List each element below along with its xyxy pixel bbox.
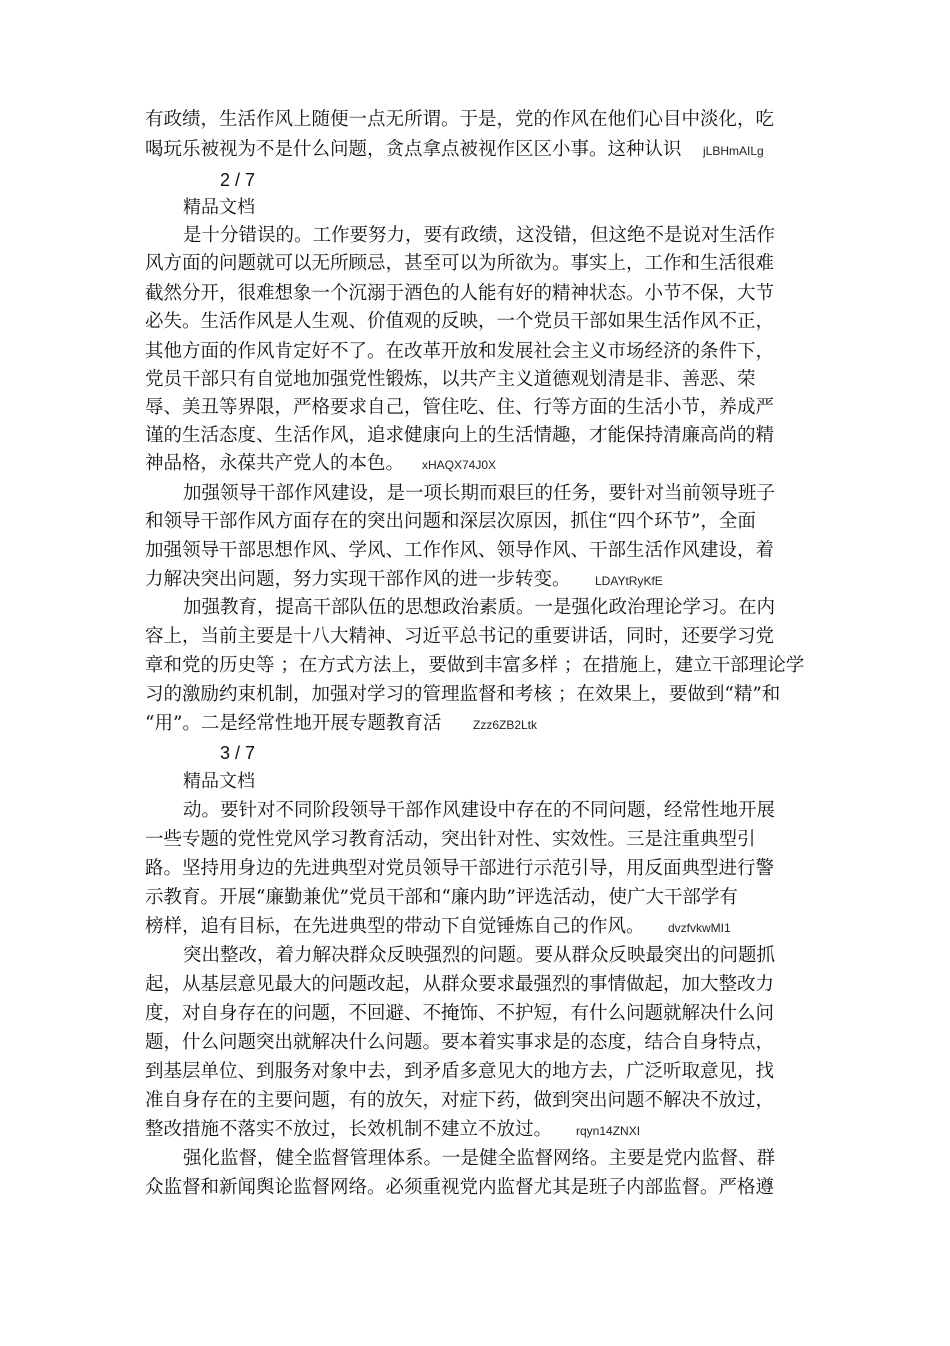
line-text: 众监督和新闻舆论监督网络。必须重视党内监督尤其是班子内部监督。严格遵 [145, 1177, 775, 1198]
text-line [0, 1028, 950, 1058]
line-text: 3 / 7 [220, 743, 256, 763]
line-text: 习的激励约束机制，加强对学习的管理监督和考核 ；在效果上，要做到“精”和 [145, 684, 781, 705]
text-line [0, 651, 950, 681]
text-line [0, 883, 950, 913]
line-text: 党员干部只有自觉地加强党性锻炼，以共产主义道德观划清是非、善恶、荣 [145, 369, 756, 390]
line-text: 容上，当前主要是十八大精神、习近平总书记的重要讲话，同时，还要学习党 [145, 626, 775, 647]
line-text: 喝玩乐被视为不是什么问题，贪点拿点被视作区区小事。这种认识 [145, 139, 682, 160]
text-line [0, 221, 950, 251]
line-text: 强化监督，健全监督管理体系。一是健全监督网络。主要是党内监督、群 [183, 1148, 776, 1169]
text-line [0, 593, 950, 623]
text-line [0, 941, 950, 971]
page-header [0, 767, 950, 797]
line-text: 必失。生活作风是人生观、价值观的反映，一个党员干部如果生活作风不正， [145, 311, 775, 332]
line-text: 动。要针对不同阶段领导干部作风建设中存在的不同问题，经常性地开展 [183, 800, 776, 821]
text-line [0, 1057, 950, 1087]
text-line [0, 365, 950, 395]
line-text: 突出整改，着力解决群众反映强烈的问题。要从群众反映最突出的问题抓 [183, 945, 776, 966]
line-text: 加强教育，提高干部队伍的思想政治素质。一是强化政治理论学习。在内 [183, 597, 776, 618]
text-line [0, 279, 950, 309]
line-text: 整改措施不落实不放过，长效机制不建立不放过。 [145, 1119, 553, 1140]
text-line [0, 680, 950, 710]
text-line [0, 796, 950, 826]
line-text: 力解决突出问题，努力实现干部作风的进一步转变。 [145, 569, 571, 590]
text-line [0, 1115, 950, 1145]
line-text: 辱、美丑等界限，严格要求自己，管住吃、住、行等方面的生活小节，养成严 [145, 397, 775, 418]
line-text: 示教育。开展“廉勤兼优”党员干部和“廉内助”评选活动，使广大干部学有 [145, 887, 738, 908]
text-line [0, 999, 950, 1029]
page-number [0, 165, 950, 195]
watermark-code: jLBHmAILg [703, 144, 764, 158]
line-text: 题，什么问题突出就解决什么问题。要本着实事求是的态度，结合自身特点， [145, 1032, 775, 1053]
watermark-code: Zzz6ZB2Ltk [473, 718, 538, 732]
text-line [0, 1173, 950, 1203]
text-line [0, 536, 950, 566]
line-text: 和领导干部作风方面存在的突出问题和深层次原因，抓住“四个环节”，全面 [145, 511, 756, 532]
line-text: 加强领导干部思想作风、学风、工作作风、领导作风、干部生活作风建设，着 [145, 540, 775, 561]
text-line [0, 105, 950, 135]
page-header [0, 193, 950, 223]
text-line [0, 449, 950, 479]
line-text: 榜样，追有目标，在先进典型的带动下自觉锤炼自己的作风。 [145, 916, 645, 937]
page-number [0, 738, 950, 768]
line-text: 起，从基层意见最大的问题改起，从群众要求最强烈的事情做起，加大整改力 [145, 974, 775, 995]
line-text: 风方面的问题就可以无所顾忌，甚至可以为所欲为。事实上，工作和生活很难 [145, 253, 775, 274]
text-line [0, 912, 950, 942]
line-text: 精品文档 [183, 197, 255, 218]
line-text: “用”。二是经常性地开展专题教育活 [145, 713, 442, 734]
line-text: 度，对自身存在的问题，不回避、不掩饰、不护短，有什么问题就解决什么问 [145, 1003, 775, 1024]
text-line [0, 135, 950, 165]
text-line [0, 307, 950, 337]
line-text: 神品格，永葆共产党人的本色。 [145, 453, 405, 474]
line-text: 其他方面的作风肯定好不了。在改革开放和发展社会主义市场经济的条件下， [145, 341, 775, 362]
watermark-code: xHAQX74J0X [422, 458, 497, 472]
line-text: 精品文档 [183, 771, 255, 792]
text-line [0, 565, 950, 595]
text-line [0, 249, 950, 279]
text-line [0, 709, 950, 739]
text-line [0, 970, 950, 1000]
text-line [0, 421, 950, 451]
line-text: 到基层单位、到服务对象中去，到矛盾多意见大的地方去，广泛听取意见，找 [145, 1061, 775, 1082]
watermark-code: LDAYtRyKfE [595, 574, 663, 588]
line-text: 截然分开，很难想象一个沉溺于酒色的人能有好的精神状态。小节不保，大节 [145, 283, 775, 304]
text-line [0, 854, 950, 884]
watermark-code: rqyn14ZNXI [576, 1124, 641, 1138]
line-text: 2 / 7 [220, 170, 256, 190]
text-line [0, 337, 950, 367]
line-text: 路。坚持用身边的先进典型对党员领导干部进行示范引导，用反面典型进行警 [145, 858, 775, 879]
text-line [0, 825, 950, 855]
text-line [0, 1086, 950, 1116]
text-line [0, 622, 950, 652]
line-text: 谨的生活态度、生活作风，追求健康向上的生活情趣，才能保持清廉高尚的精 [145, 425, 775, 446]
line-text: 一些专题的党性党风学习教育活动，突出针对性、实效性。三是注重典型引 [145, 829, 756, 850]
text-line [0, 507, 950, 537]
line-text: 是十分错误的。工作要努力，要有政绩，这没错，但这绝不是说对生活作 [183, 225, 776, 246]
text-line [0, 479, 950, 509]
text-line [0, 1144, 950, 1174]
watermark-code: dvzfvkwMI1 [668, 921, 731, 935]
line-text: 加强领导干部作风建设，是一项长期而艰巨的任务，要针对当前领导班子 [183, 483, 776, 504]
line-text: 章和党的历史等 ；在方式方法上，要做到丰富多样 ；在措施上，建立干部理论学 [145, 655, 805, 676]
line-text: 有政绩，生活作风上随便一点无所谓。于是，党的作风在他们心目中淡化，吃 [145, 109, 775, 130]
text-line [0, 393, 950, 423]
line-text: 准自身存在的主要问题，有的放矢，对症下药，做到突出问题不解决不放过， [145, 1090, 775, 1111]
